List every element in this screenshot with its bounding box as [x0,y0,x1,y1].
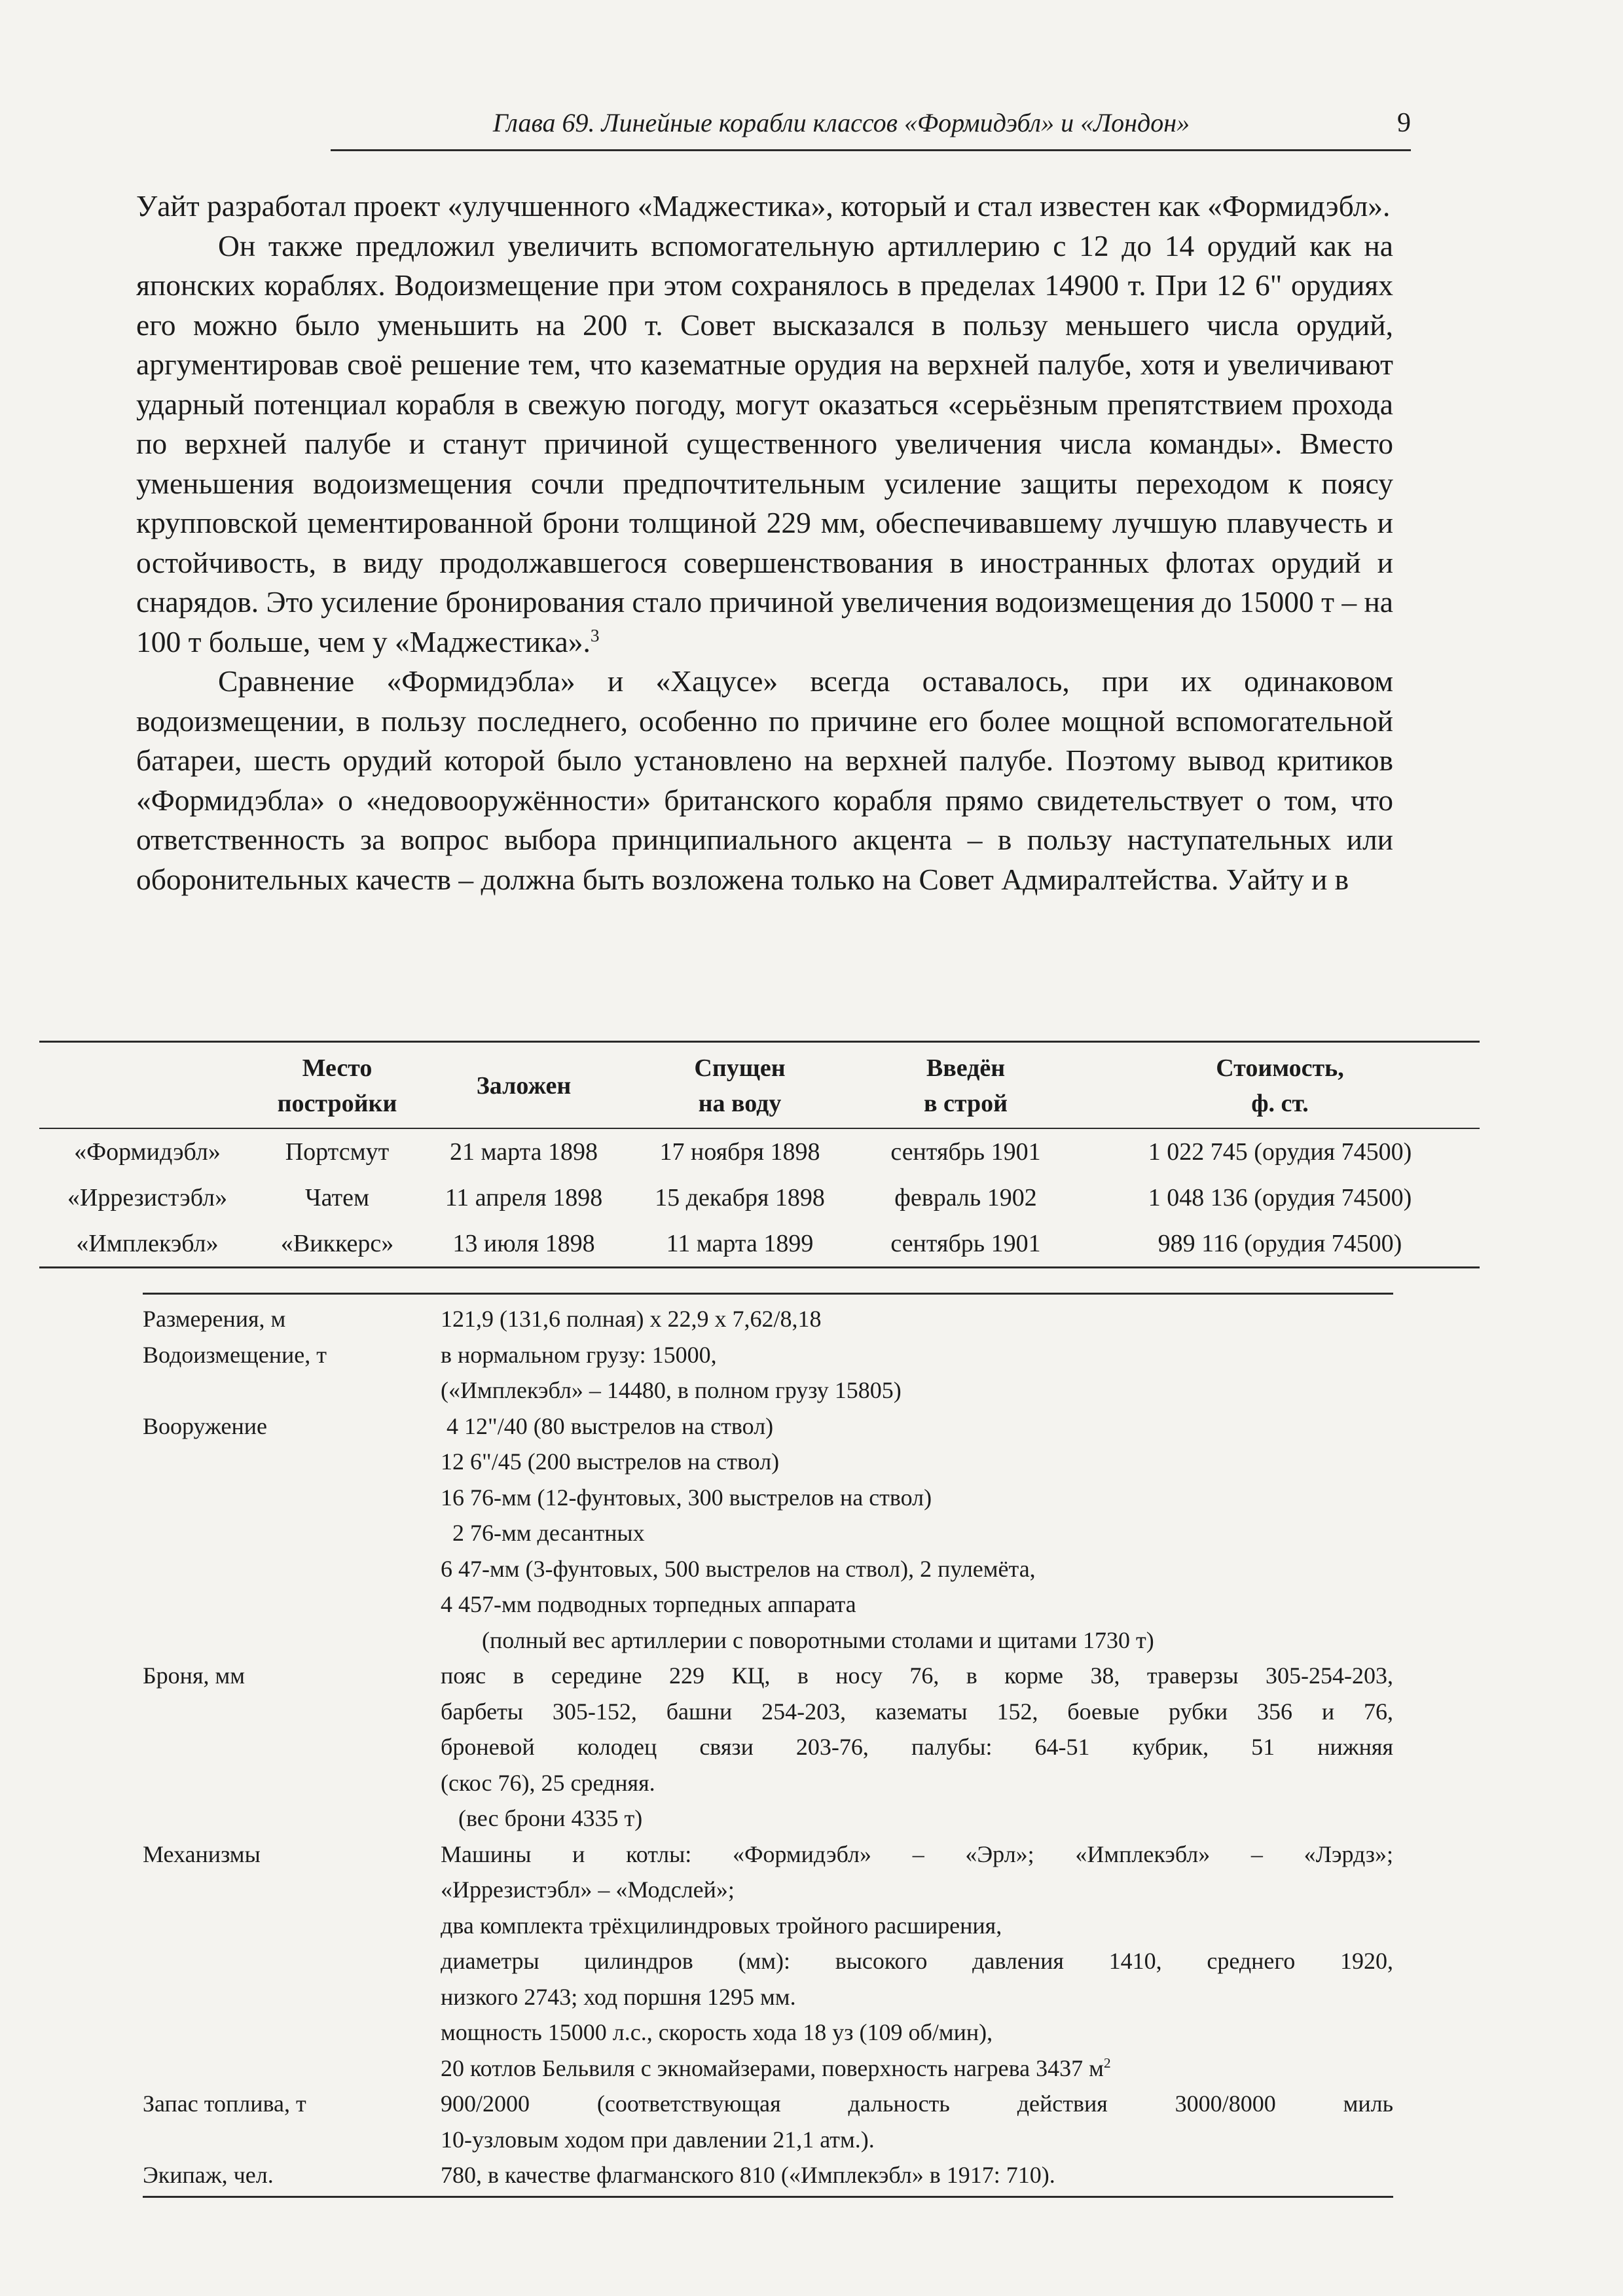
spec-values [441,1837,1393,2087]
header-place: Место постройки [255,1043,419,1128]
table-row [39,1128,1480,1175]
header-commissioned: Введён в строй [851,1043,1080,1128]
superscript: 2 [1103,2054,1111,2071]
spec-row [143,2086,1393,2157]
spec-value-line: 900/2000 (соответствующая дальность действия 3000/8000 миль [441,2090,1393,2117]
spec-row [143,1408,1393,1659]
spec-value-line: диаметры цилиндров (мм): высокого давления 1410, среднего 1920, [441,1948,1393,1974]
spec-row [143,1658,1393,1837]
spec-value-line: барбеты 305-152, башни 254-203, казематы 152, боевые рубки 356 и 76, [441,1698,1393,1725]
cell-cost: 1 022 745 (орудия 74500) [1148,1138,1412,1166]
paragraph: Он также предложил увеличить вспомогательную артиллерию с 12 до 14 орудий как на японских кораблях. Водоизмещение при этом сохранялось в пределах 14900 т. При 12 6" орудиях его можно было уменьшить на 200 т. Совет высказался в пользу меньшего числа орудий, аргументировав своё решение тем, что казематные орудия на верхней палубе, хотя и увеличивают ударный потенциал корабля в свежую погоду, могут оказаться «серьёзным препятствием прохода по верхней палубе и станут причиной существенного увеличения числа команды». Вместо уменьшения водоизмещения сочли предпочтительным усиление защиты переходом к поясу крупповской цементированной брони толщиной 229 мм, обеспечивавшему лучшую плавучесть и остойчивость, в виду продолжавшегося совершенствования в иностранных флотах орудий и снарядов. Это усиление бронирования стало причиной увеличения водоизмещения до 15000 т – на 100 т больше, чем у «Маджестика».$^3$ [136,228,1393,658]
header-ship [39,1043,255,1128]
spec-row [143,1337,1393,1408]
footnote-ref: 3 [590,625,600,645]
spec-label: Вооружение [143,1412,267,1439]
cell-cost: 1 048 136 (орудия 74500) [1148,1184,1412,1211]
spec-value-line: 10-узловым ходом при давлении 21,1 атм.). [441,2126,875,2153]
header-launched: Спущен на воду [629,1043,851,1128]
specifications-table [143,1293,1393,2198]
spec-value-line: 780, в качестве флагманского 810 («Имплекэбл» в 1917: 710). [441,2162,1055,2188]
cell-place: Чатем [304,1184,370,1211]
spec-values [441,1301,1393,1337]
cell-ship: «Имплекэбл» [76,1230,219,1257]
spec-values [441,1337,1393,1408]
spec-value-line: пояс в середине 229 КЦ, в носу 76, в корме 38, траверзы 305-254-203, [441,1662,1393,1689]
spec-value-line: в нормальном грузу: 15000, [441,1341,717,1368]
running-header [331,103,1411,151]
cell-ship: «Иррезистэбл» [67,1184,228,1211]
cell-laid: 11 апреля 1898 [445,1184,603,1211]
spec-value-line: 12 6"/45 (200 выстрелов на ствол) [441,1448,780,1475]
spec-value-line: 4 457-мм подводных торпедных аппарата [441,1591,856,1617]
cell-ship: «Формидэбл» [74,1138,221,1166]
spec-value-line: мощность 15000 л.с., скорость хода 18 уз (109 об/мин), [441,2019,993,2045]
cell-laid: 13 июля 1898 [452,1230,595,1257]
spec-value-line: низкого 2743; ход поршня 1295 мм. [441,1983,796,2010]
paragraph: Сравнение «Формидэбла» и «Хацусе» всегда оставалось, при их одинаковом водоизмещении, в пользу последнего, особенно по причине его более мощной вспомогательной батареи, шесть орудий которой было установлено на верхней палубе. Поэтому вывод критиков «Формидэбла» о «недовооружённости» британского корабля прямо свидетельствует о том, что ответственность за вопрос выбора принципиального акцента – в пользу наступательных или оборонительных качеств – должна быть возложена только на Совет Адмиралтейства. Уайту и в [136,664,1393,896]
spec-value-line: два комплекта трёхцилиндровых тройного расширения, [441,1912,1002,1939]
spec-label: Водоизмещение, т [143,1341,327,1368]
spec-value-line: 16 76-мм (12-фунтовых, 300 выстрелов на ствол) [441,1484,932,1511]
running-title: Глава 69. Линейные корабли классов «Формидэбл» и «Лондон» [492,108,1190,137]
spec-value-line: Машины и котлы: «Формидэбл» – «Эрл»; «Имплекэбл» – «Лэрдз»; [441,1840,1393,1867]
spec-values [441,1408,1393,1659]
spec-value-line: (полный вес артиллерии с поворотными столами и щитами 1730 т) [441,1626,1154,1653]
spec-value-line: 20 котлов Бельвиля с экномайзерами, поверхность нагрева 3437 $м^2$ [441,2054,1111,2081]
spec-value-line: («Имплекэбл» – 14480, в полном грузу 15805) [441,1377,902,1403]
cell-cost: 989 116 (орудия 74500) [1158,1230,1402,1257]
cell-laid: 21 марта 1898 [449,1138,598,1166]
spec-values [441,2157,1393,2193]
header-cost: Стоимость, ф. ст. [1080,1043,1480,1128]
spec-value-line: «Иррезистэбл» – «Модслей»; [441,1876,735,1903]
cell-launched: 11 марта 1899 [666,1230,814,1257]
spec-value-line: 6 47-мм (3-фунтовых, 500 выстрелов на ствол), 2 пулемёта, [441,1555,1036,1582]
spec-value-line: 4 12"/40 (80 выстрелов на ствол) [441,1412,774,1439]
spec-label: Механизмы [143,1840,261,1867]
spec-label: Запас топлива, т [143,2090,306,2117]
paragraph: Уайт разработал проект «улучшенного «Маджестика», который и стал известен как «Формидэбл». [136,189,1391,223]
table-row [39,1175,1480,1221]
cell-commissioned: сентябрь 1901 [890,1138,1041,1166]
table-header-row [39,1043,1480,1128]
spec-label: Размерения, м [143,1306,286,1332]
spec-values [441,1658,1393,1837]
spec-label: Броня, мм [143,1662,246,1689]
spec-value-line: (вес брони 4335 т) [441,1805,643,1831]
spec-row [143,1837,1393,2087]
spec-row [143,1301,1393,1337]
spec-row [143,2157,1393,2193]
ships-construction-table [39,1041,1480,1268]
spec-value-line: 2 76-мм десантных [441,1520,645,1546]
cell-commissioned: февраль 1902 [894,1184,1037,1211]
body-text [136,187,1393,899]
page-number: 9 [1397,108,1411,138]
spec-value-line: броневой колодец связи 203-76, палубы: 64-51 кубрик, 51 нижняя [441,1734,1393,1760]
cell-commissioned: сентябрь 1901 [890,1230,1041,1257]
cell-place: Портсмут [285,1138,390,1166]
spec-value-line: 121,9 (131,6 полная) x 22,9 x 7,62/8,18 [441,1306,822,1332]
spec-values [441,2086,1393,2157]
cell-launched: 15 декабря 1898 [655,1184,825,1211]
cell-launched: 17 ноября 1898 [659,1138,820,1166]
spec-label: Экипаж, чел. [143,2162,274,2188]
cell-place: «Виккерс» [280,1230,394,1257]
spec-value-line: (скос 76), 25 средняя. [441,1769,655,1796]
table-row [39,1221,1480,1266]
header-laid: Заложен [419,1043,629,1128]
